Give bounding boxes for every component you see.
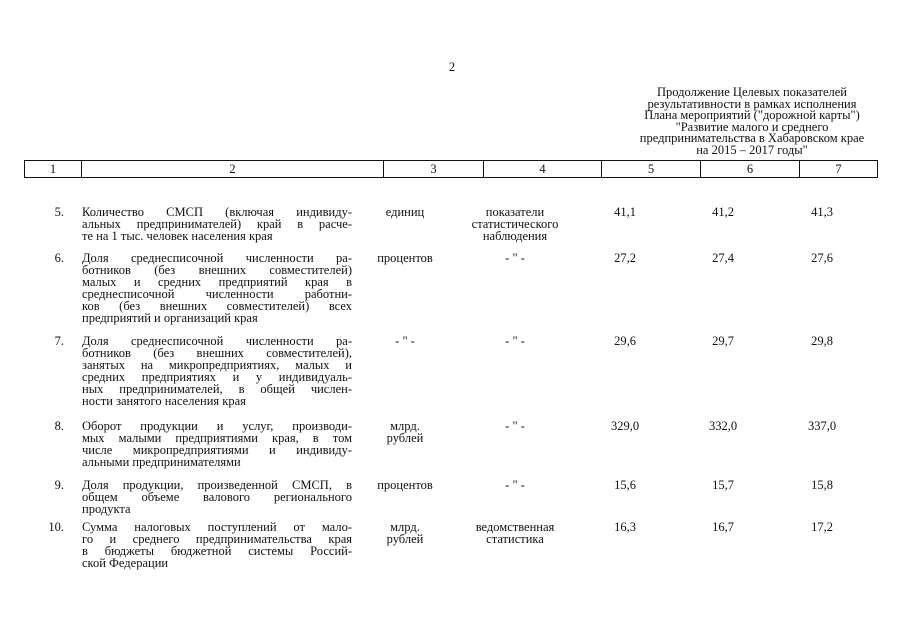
name-line: ных предпринимателей, в общей числен- xyxy=(82,382,352,396)
column-header-cell: 1 xyxy=(25,161,82,178)
name-line: продукта xyxy=(82,502,131,516)
row-number: 6. xyxy=(54,251,64,265)
row-number: 5. xyxy=(54,205,64,219)
value-2015: 41,1 xyxy=(614,205,636,219)
unit-of-measure xyxy=(358,252,452,264)
indicator-name xyxy=(82,479,352,515)
data-source xyxy=(460,521,570,545)
name-line: альных предпринимателей) край в расче- xyxy=(82,217,352,231)
column-header-table xyxy=(24,160,878,178)
source-line: ведомственная xyxy=(475,520,555,534)
continuation-title xyxy=(622,87,882,156)
data-source xyxy=(460,252,570,264)
unit-line: - " - xyxy=(395,334,415,348)
unit-line: рублей xyxy=(386,431,424,445)
continuation-title-line: "Развитие малого и среднего xyxy=(675,119,829,134)
source-line: - " - xyxy=(505,419,525,433)
indicator-name xyxy=(82,206,352,242)
value-2017: 15,8 xyxy=(811,478,833,492)
row-number: 7. xyxy=(54,334,64,348)
value-2017: 41,3 xyxy=(811,205,833,219)
name-line: ности занятого населения края xyxy=(82,394,246,408)
data-source xyxy=(460,479,570,491)
row-number: 8. xyxy=(54,419,64,433)
column-header-cell: 4 xyxy=(484,161,602,178)
continuation-title-line: предпринимательства в Хабаровском крае xyxy=(639,131,865,145)
column-header-cell: 7 xyxy=(800,161,878,178)
continuation-title-line: Плана мероприятий ("дорожной карты") xyxy=(644,108,860,122)
name-line: ков (без внешних совместителей) всех xyxy=(82,299,352,313)
name-line: те на 1 тыс. человек населения края xyxy=(82,229,273,243)
name-line: среднесписочной численности работни- xyxy=(82,287,352,301)
name-line: Доля среднесписочной численности ра- xyxy=(82,251,352,265)
source-line: - " - xyxy=(505,478,525,492)
column-header-cell: 2 xyxy=(82,161,384,178)
column-header-cell: 6 xyxy=(701,161,800,178)
name-line: числе микропредприятиями и индивиду- xyxy=(82,443,352,457)
name-line: ской Федерации xyxy=(82,556,169,570)
unit-line: процентов xyxy=(377,251,433,265)
value-2015: 15,6 xyxy=(614,478,636,492)
name-line: ботников (без внешних совместителей), xyxy=(82,346,352,360)
value-2016: 15,7 xyxy=(712,478,734,492)
row-number: 10. xyxy=(48,520,64,534)
unit-of-measure xyxy=(358,206,452,218)
name-line: Количество СМСП (включая индивиду- xyxy=(82,205,352,219)
name-line: го и среднего предпринимательства края xyxy=(82,532,352,546)
unit-of-measure xyxy=(358,420,452,444)
value-2015: 27,2 xyxy=(614,251,636,265)
value-2015: 16,3 xyxy=(614,520,636,534)
value-2016: 16,7 xyxy=(712,520,734,534)
name-line: общем объеме валового регионального xyxy=(82,490,352,504)
page-number: 2 xyxy=(448,60,456,74)
unit-line: млрд. xyxy=(390,520,420,534)
source-line: статистического xyxy=(471,217,559,231)
data-source xyxy=(460,420,570,432)
name-line: Сумма налоговых поступлений от мало- xyxy=(82,520,352,534)
source-line: статистика xyxy=(486,532,544,546)
continuation-title-line: на 2015 – 2017 годы" xyxy=(696,142,808,157)
data-source xyxy=(460,335,570,347)
unit-of-measure xyxy=(358,521,452,545)
name-line: альными предпринимателями xyxy=(82,455,241,469)
value-2017: 17,2 xyxy=(811,520,833,534)
unit-of-measure xyxy=(358,335,452,347)
indicator-name xyxy=(82,252,352,324)
unit-line: рублей xyxy=(386,532,424,546)
name-line: в бюджеты бюджетной системы Россий- xyxy=(82,544,352,558)
indicator-name xyxy=(82,420,352,468)
column-header-cell: 3 xyxy=(384,161,484,178)
column-header-row xyxy=(25,161,878,178)
unit-line: процентов xyxy=(377,478,433,492)
value-2015: 329,0 xyxy=(610,419,640,433)
value-2015: 29,6 xyxy=(614,334,636,348)
name-line: мых малыми предприятиями края, в том xyxy=(82,431,352,445)
unit-of-measure xyxy=(358,479,452,491)
unit-line: единиц xyxy=(385,205,425,219)
value-2016: 332,0 xyxy=(708,419,738,433)
column-header-cell: 5 xyxy=(602,161,701,178)
name-line: средних предприятиях и у индивидуаль- xyxy=(82,370,352,384)
name-line: малых и средних предприятий края в xyxy=(82,275,352,289)
value-2017: 27,6 xyxy=(811,251,833,265)
row-number: 9. xyxy=(54,478,64,492)
continuation-title-line: Продолжение Целевых показателей xyxy=(657,85,847,99)
source-line: показатели xyxy=(485,205,545,219)
indicator-name xyxy=(82,521,352,569)
value-2016: 29,7 xyxy=(712,334,734,348)
name-line: Оборот продукции и услуг, производи- xyxy=(82,419,352,433)
source-line: - " - xyxy=(505,251,525,265)
value-2017: 29,8 xyxy=(811,334,833,348)
name-line: занятых на микропредприятиях, малых и xyxy=(82,358,352,372)
value-2016: 41,2 xyxy=(712,205,734,219)
data-source xyxy=(460,206,570,242)
name-line: Доля среднесписочной численности ра- xyxy=(82,334,352,348)
unit-line: млрд. xyxy=(390,419,420,433)
value-2017: 337,0 xyxy=(807,419,837,433)
name-line: Доля продукции, произведенной СМСП, в xyxy=(82,478,352,492)
continuation-title-line: результативности в рамках исполнения xyxy=(647,96,857,111)
indicator-name xyxy=(82,335,352,407)
source-line: наблюдения xyxy=(482,229,548,243)
value-2016: 27,4 xyxy=(712,251,734,265)
name-line: ботников (без внешних совместителей) xyxy=(82,263,352,277)
source-line: - " - xyxy=(505,334,525,348)
name-line: предприятий и организаций края xyxy=(82,311,258,325)
